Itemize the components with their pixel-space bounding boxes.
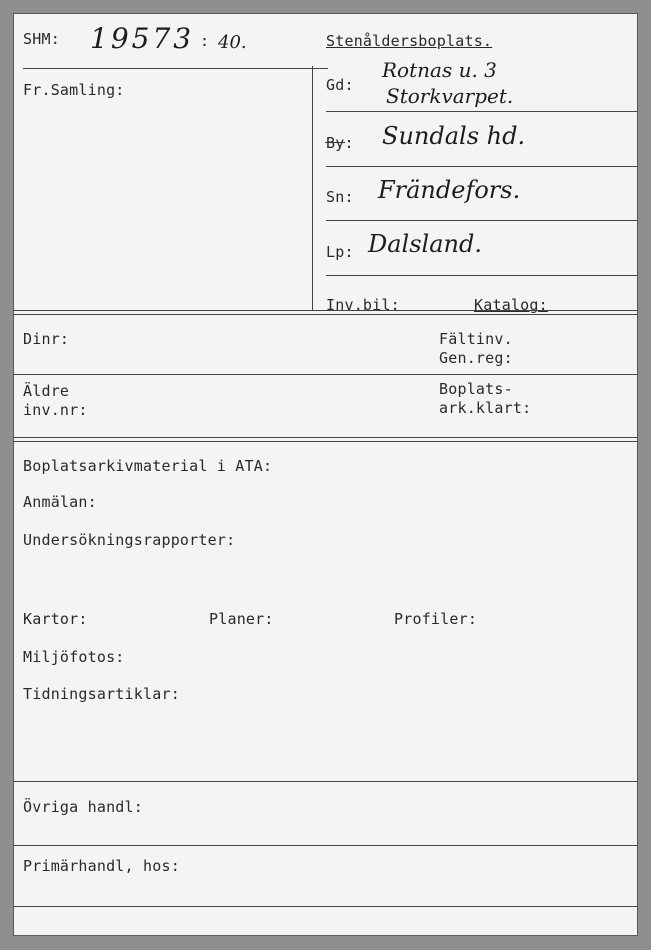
lp-label: Lp: [326,243,354,261]
sn-value-handwritten: Frändefors. [378,176,521,204]
by-value-handwritten: Sundals hd. [382,122,526,150]
sn-label: Sn: [326,188,354,206]
right-column-divider [312,66,313,310]
rule-archive-top [14,437,637,442]
anmalan-label: Anmälan: [23,493,97,511]
shm-number-handwritten: 19573 [90,22,195,55]
fr-samling-label: Fr.Samling: [23,81,125,99]
boplats-label: Boplats- [439,380,513,398]
shm-suffix: : [200,32,210,50]
by-strikethrough [325,142,345,143]
tidning-label: Tidningsartiklar: [23,685,180,703]
site-type-label: Stenåldersboplats. [326,32,493,50]
planer-label: Planer: [209,610,274,628]
index-card [13,13,638,936]
miljofotos-label: Miljöfotos: [23,648,125,666]
ovriga-label: Övriga handl: [23,798,143,816]
invnr-label: inv.nr: [23,401,88,419]
rule-primar-top [14,845,638,846]
katalog-label: Katalog: [474,296,548,314]
header-rule [23,68,328,69]
rule-dinr-top [14,310,637,315]
shm-extra-handwritten: 40. [218,32,247,53]
archive-title: Boplatsarkivmaterial i ATA: [23,457,273,475]
by-rule [326,166,638,167]
dinr-label: Dinr: [23,330,70,348]
faltinv-label: Fältinv. [439,330,513,348]
lp-rule [326,275,638,276]
sn-rule [326,220,638,221]
rule-ovriga-top [14,781,638,782]
lp-value-handwritten: Dalsland. [368,230,482,258]
gd-value-line1: Rotnas u. 3 [382,58,497,82]
undersokning-label: Undersökningsrapporter: [23,531,236,549]
gd-rule [326,111,638,112]
by-label: By: [326,134,354,152]
rule-bottom [14,906,638,907]
shm-label: SHM: [23,30,60,48]
gd-value-line2: Storkvarpet. [386,84,514,108]
kartor-label: Kartor: [23,610,88,628]
profiler-label: Profiler: [394,610,478,628]
inv-bil-label: Inv.bil: [326,296,400,314]
aldre-label: Äldre [23,382,70,400]
genreg-label: Gen.reg: [439,349,513,367]
rule-aldre-top [14,374,638,375]
gd-label: Gd: [326,76,354,94]
arkklart-label: ark.klart: [439,399,532,417]
primar-label: Primärhandl, hos: [23,857,180,875]
